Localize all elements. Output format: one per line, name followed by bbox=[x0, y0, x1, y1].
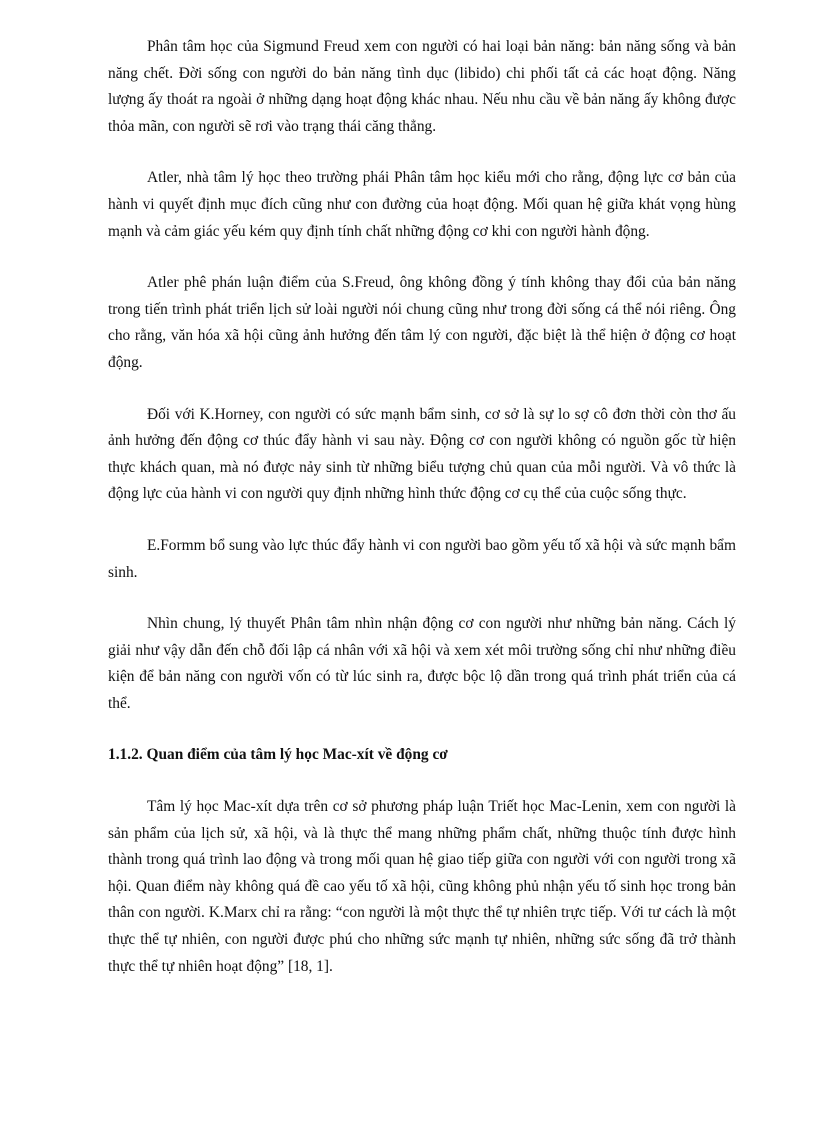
paragraph-horney: Đối với K.Horney, con người có sức mạnh bẩm sinh, cơ sở là sự lo sợ cô đơn thời còn thơ ấu ảnh hưởng đến động cơ thúc đẩy hành vi sau này. Động cơ con người không có nguồn gốc từ hiện thực khách quan, mà nó được nảy sinh từ những biểu tượng chủ quan của mỗi người. Và vô thức là động lực của hành vi con người quy định những hình thức động cơ cụ thể của cuộc sống thực. bbox=[108, 405, 736, 503]
document-page bbox=[108, 34, 736, 1005]
paragraph-freud: Phân tâm học của Sigmund Freud xem con người có hai loại bản năng: bản năng sống và bản năng chết. Đời sống con người do bản năng tình dục (libido) chi phối tất cả các hoạt động. Năng lượng ấy thoát ra ngoài ở những dạng hoạt động khác nhau. Nếu nhu cầu về bản năng ấy không được thỏa mãn, con người sẽ rơi vào trạng thái căng thẳng. bbox=[108, 38, 736, 135]
paragraph-atler-motivation: Atler, nhà tâm lý học theo trường phái Phân tâm học kiểu mới cho rằng, động lực cơ bản của hành vi quyết định mục đích cũng như con đường của hoạt động. Mối quan hệ giữa khát vọng hùng mạnh và cảm giác yếu kém quy định tính chất những động cơ khi con người hành động. bbox=[108, 169, 736, 240]
paragraph-marxist: Tâm lý học Mac-xít dựa trên cơ sở phương pháp luận Triết học Mac-Lenin, xem con người là sản phẩm của lịch sử, xã hội, và là thực thể mang những phẩm chất, những thuộc tính được hình thành trong quá trình lao động và trong mối quan hệ giao tiếp giữa con người với con người trong xã hội. Quan điểm này không quá đề cao yếu tố xã hội, cũng không phủ nhận yếu tố sinh học trong bản thân con người. K.Marx chỉ ra rằng: “con người là một thực thể tự nhiên trực tiếp. Với tư cách là một thực thể tự nhiên, con người được phú cho những sức mạnh tự nhiên, những sức sống đã trở thành thực thể tự nhiên hoạt động” [18, 1]. bbox=[108, 798, 736, 975]
section-heading: 1.1.2. Quan điểm của tâm lý học Mac-xít về động cơ bbox=[108, 746, 448, 764]
paragraph-atler-critique: Atler phê phán luận điểm của S.Freud, ông không đồng ý tính không thay đổi của bản năng trong tiến trình phát triển lịch sử loài người nói chung cũng như trong đời sống cá thể nói riêng. Ông cho rằng, văn hóa xã hội cũng ảnh hưởng đến tâm lý con người, đặc biệt là thể hiện ở động cơ hoạt động. bbox=[108, 274, 736, 371]
paragraph-summary: Nhìn chung, lý thuyết Phân tâm nhìn nhận động cơ con người như những bản năng. Cách lý giải như vậy dẫn đến chỗ đối lập cá nhân với xã hội và xem xét môi trường sống chỉ như những điều kiện để bản năng con người vốn có từ lúc sinh ra, được bộc lộ dần trong quá trình phát triển của cá thể. bbox=[108, 615, 736, 712]
paragraph-fromm: E.Formm bổ sung vào lực thúc đẩy hành vi con người bao gồm yếu tố xã hội và sức mạnh bẩm sinh. bbox=[108, 536, 736, 581]
